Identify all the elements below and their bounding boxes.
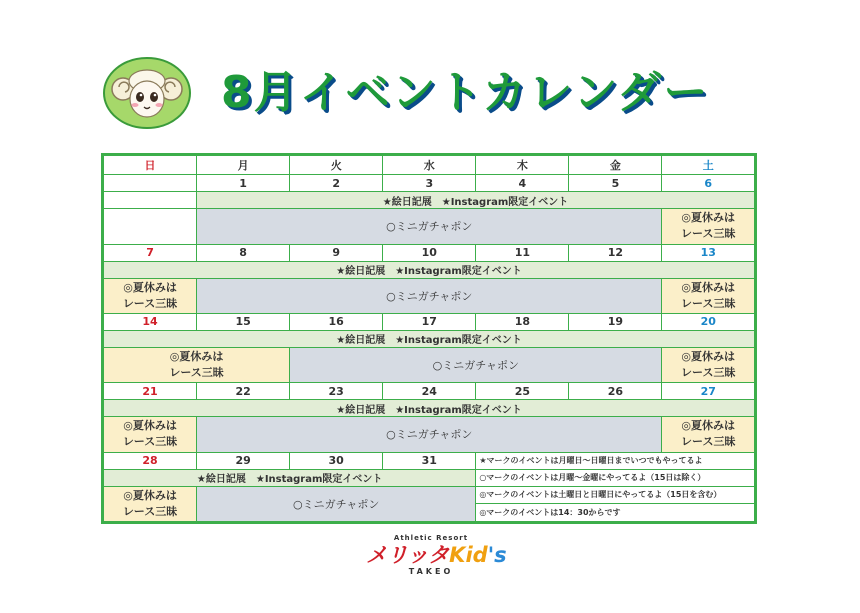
date-cell: 9 (290, 244, 383, 261)
summer-lace-cell (662, 278, 755, 313)
summer-lace-line2: レース三昧 (122, 504, 178, 518)
date-cell: 18 (476, 313, 569, 330)
mini-ganchapon-cell: ○ミニガチャポン (197, 417, 662, 452)
summer-lace-line2: レース三昧 (169, 366, 224, 380)
sheep-mascot-icon (103, 57, 191, 129)
summer-lace-cell (104, 278, 197, 313)
week-1-events (104, 192, 755, 209)
event-banner: ★絵日記展 ★Instagram限定イベント (104, 469, 476, 486)
weekday-wed: 水 (383, 156, 476, 175)
summer-lace-line2: レース三昧 (681, 435, 736, 449)
date-cell: 20 (662, 313, 755, 330)
legend-note-3: ◎マークのイベントは土曜日と日曜日にやってるよ（15日を含む） (476, 486, 755, 504)
event-calendar (101, 153, 757, 524)
date-cell (104, 175, 197, 192)
week-1-dates (104, 175, 755, 192)
summer-lace-line1: ◎夏休みは (123, 280, 177, 294)
date-cell: 28 (104, 452, 197, 469)
date-cell: 19 (569, 313, 662, 330)
date-cell: 30 (290, 452, 383, 469)
weekday-fri: 金 (569, 156, 662, 175)
event-banner: ★絵日記展 ★Instagram限定イベント (104, 330, 755, 347)
logo-location: TAKEO (408, 567, 454, 576)
date-cell: 29 (197, 452, 290, 469)
page-title: 8月イベントカレンダー (221, 67, 710, 118)
week-2-dates (104, 244, 755, 261)
logo-wordmark (366, 543, 507, 567)
date-cell: 24 (383, 383, 476, 400)
legend-note-2: ○マークのイベントは月曜～金曜にやってるよ（15日は除く） (476, 469, 755, 486)
summer-lace-line1: ◎夏休みは (681, 419, 736, 433)
date-cell: 6 (662, 175, 755, 192)
legend-note-4: ◎マークのイベントは14：30からです (476, 504, 755, 522)
summer-lace-cell (104, 486, 197, 521)
mini-ganchapon-cell: ○ミニガチャポン (197, 209, 662, 244)
logo-tagline: Athletic Resort (393, 534, 469, 542)
summer-lace-line1: ◎夏休みは (681, 211, 736, 225)
summer-lace-cell (104, 417, 197, 452)
week-4-activities (104, 417, 755, 452)
date-cell: 17 (383, 313, 476, 330)
summer-lace-line1: ◎夏休みは (169, 350, 224, 364)
mini-ganchapon-cell: ○ミニガチャポン (290, 347, 662, 382)
week-5-events (104, 469, 755, 486)
date-cell: 15 (197, 313, 290, 330)
date-cell: 10 (383, 244, 476, 261)
date-cell: 31 (383, 452, 476, 469)
summer-lace-cell (662, 417, 755, 452)
week-2-activities (104, 278, 755, 313)
week-3-dates (104, 313, 755, 330)
week-2-events (104, 261, 755, 278)
weekday-tue: 火 (290, 156, 383, 175)
date-cell: 4 (476, 175, 569, 192)
meritta-kids-logo (366, 534, 507, 584)
date-cell: 12 (569, 244, 662, 261)
weekday-header (104, 156, 755, 175)
summer-lace-cell (104, 347, 290, 382)
week-4-dates (104, 383, 755, 400)
week-5-dates (104, 452, 755, 469)
date-cell: 14 (104, 313, 197, 330)
summer-lace-line1: ◎夏休みは (123, 419, 177, 433)
summer-lace-line2: レース三昧 (122, 435, 178, 449)
date-cell: 25 (476, 383, 569, 400)
summer-lace-line2: レース三昧 (681, 296, 736, 310)
date-cell: 21 (104, 383, 197, 400)
date-cell: 11 (476, 244, 569, 261)
summer-lace-line1: ◎夏休みは (681, 280, 736, 294)
week-3-events (104, 330, 755, 347)
date-cell: 27 (662, 383, 755, 400)
date-cell: 13 (662, 244, 755, 261)
legend-note-1: ★マークのイベントは月曜日～日曜日までいつでもやってるよ (476, 452, 755, 469)
empty-cell (104, 192, 197, 209)
date-cell: 16 (290, 313, 383, 330)
date-cell: 22 (197, 383, 290, 400)
weekday-sun: 日 (104, 156, 197, 175)
event-banner: ★絵日記展 ★Instagram限定イベント (197, 192, 755, 209)
logo-wordmark-part3: 's (487, 543, 507, 567)
event-banner: ★絵日記展 ★Instagram限定イベント (104, 261, 755, 278)
summer-lace-line2: レース三昧 (681, 227, 736, 241)
week-4-events (104, 400, 755, 417)
date-cell: 7 (104, 244, 197, 261)
event-banner: ★絵日記展 ★Instagram限定イベント (104, 400, 755, 417)
summer-lace-line1: ◎夏休みは (681, 350, 736, 364)
summer-lace-line2: レース三昧 (681, 366, 736, 380)
summer-lace-line1: ◎夏休みは (123, 488, 177, 502)
week-1-activities (104, 209, 755, 244)
summer-lace-line2: レース三昧 (122, 296, 178, 310)
logo-wordmark-part2: Kid (449, 543, 488, 567)
empty-cell (104, 209, 197, 244)
date-cell: 2 (290, 175, 383, 192)
date-cell: 23 (290, 383, 383, 400)
date-cell: 1 (197, 175, 290, 192)
date-cell: 8 (197, 244, 290, 261)
summer-lace-cell (662, 347, 755, 382)
mini-ganchapon-cell: ○ミニガチャポン (197, 278, 662, 313)
weekday-sat: 土 (662, 156, 755, 175)
summer-lace-cell (662, 209, 755, 244)
page-header (103, 57, 743, 127)
date-cell: 5 (569, 175, 662, 192)
weekday-mon: 月 (197, 156, 290, 175)
date-cell: 3 (383, 175, 476, 192)
logo-wordmark-part1: メリッタ (366, 543, 450, 567)
mini-ganchapon-cell: ○ミニガチャポン (197, 486, 476, 521)
week-3-activities (104, 347, 755, 382)
date-cell: 26 (569, 383, 662, 400)
weekday-thu: 木 (476, 156, 569, 175)
week-5-activities (104, 486, 755, 504)
